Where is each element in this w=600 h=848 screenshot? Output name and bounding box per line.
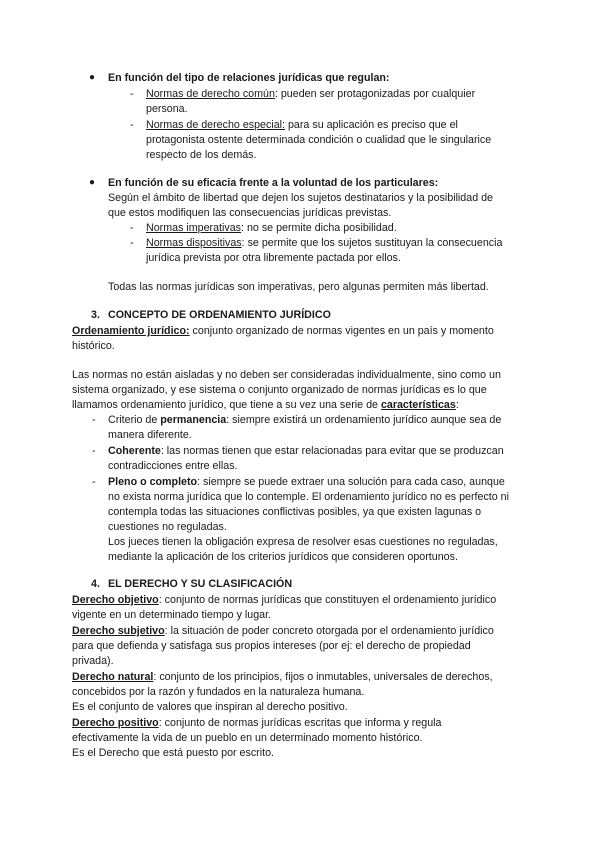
definition: : conjunto de los principios, fijos o inmutables, universales de derechos,	[153, 671, 493, 683]
term: Normas dispositivas	[146, 237, 242, 249]
text-line: vigente en un determinado tiempo y lugar.	[72, 609, 272, 621]
bullet-title: En función de su eficacia frente a la voluntad de los particulares:	[108, 177, 439, 189]
bullet-title: En función del tipo de relaciones jurídicas que regulan:	[108, 72, 390, 84]
text: llamamos ordenamiento jurídico, que tiene a su vez una serie de	[72, 399, 381, 411]
definition: : conjunto de normas jurídicas escritas que informa y regula	[158, 717, 442, 729]
definition-line	[72, 323, 494, 339]
text-line: sistema organizado, y ese sistema o conjunto organizado de normas jurídicas es lo que	[72, 384, 487, 396]
text-line: contradicciones entre ellas.	[108, 460, 238, 472]
definition-line	[72, 669, 493, 685]
bullet-icon: ●	[89, 177, 96, 188]
definition: : la situación de poder concreto otorgada por el ordenamiento jurídico	[164, 625, 494, 637]
term: Pleno o completo	[108, 476, 198, 488]
text-line: manera diferente.	[108, 429, 192, 441]
text-line: Según el ámbito de libertad que dejen los sujetos destinatarios y la posibilidad de	[108, 192, 494, 204]
list-item	[108, 443, 504, 459]
text-line: mediante la aplicación de los criterios jurídicos que consideren oportunos.	[108, 551, 458, 563]
dash-icon: -	[130, 88, 134, 100]
definition-line	[72, 592, 496, 608]
text: Criterio de	[108, 414, 161, 426]
term: características	[380, 399, 456, 411]
definition-line	[72, 715, 441, 731]
section-number: 3.	[91, 309, 100, 321]
text-line: histórico.	[72, 340, 115, 352]
term: Normas de derecho común	[146, 88, 275, 100]
text-line: Los jueces tienen la obligación expresa de resolver esas cuestiones no reguladas,	[108, 536, 498, 548]
bullet-icon: ●	[89, 72, 96, 83]
definition-line	[72, 623, 494, 639]
text-line: persona.	[146, 103, 188, 115]
text-line: Es el conjunto de valores que inspiran al derecho positivo.	[72, 701, 348, 713]
term: Derecho natural	[72, 671, 154, 683]
text: :	[455, 399, 459, 411]
term: Derecho positivo	[72, 717, 159, 729]
text-line: Es el Derecho que está puesto por escrito.	[72, 747, 274, 759]
dash-icon: -	[130, 119, 134, 131]
section-heading: CONCEPTO DE ORDENAMIENTO JURÍDICO	[108, 309, 331, 321]
definition: : se permite que los sujetos sustituyan la consecuencia	[241, 237, 503, 249]
term: Normas imperativas	[146, 222, 242, 234]
text-line: protagonista ostente determinada condición o cualidad que le singularice	[146, 134, 492, 146]
text-line: jurídica prevista por otra libremente pactada por ellos.	[146, 252, 401, 264]
term: Derecho objetivo	[72, 594, 159, 606]
closing-note: Todas las normas jurídicas son imperativas, pero algunas permiten más libertad.	[108, 281, 489, 293]
definition: : siempre existirá un ordenamiento jurídico aunque sea de	[226, 414, 502, 426]
dash-icon: -	[92, 414, 96, 426]
list-item	[146, 220, 397, 236]
term: Derecho subjetivo	[72, 625, 165, 637]
list-item	[146, 235, 502, 251]
dash-icon: -	[92, 445, 96, 457]
text-line: Las normas no están aisladas y no deben ser consideradas individualmente, sino como un	[72, 369, 501, 381]
text-line: que estos modifiquen las consecuencias jurídicas previstas.	[108, 207, 392, 219]
definition: : las normas tienen que estar relacionadas para evitar que se produzcan	[160, 445, 504, 457]
definition: para su aplicación es preciso que el	[285, 119, 458, 131]
section-number: 4.	[91, 578, 100, 590]
text-line: concebidos por la razón y fundados en la naturaleza humana.	[72, 686, 365, 698]
section-heading: EL DERECHO Y SU CLASIFICACIÓN	[108, 578, 293, 590]
text-line: respecto de los demás.	[146, 149, 257, 161]
dash-icon: -	[130, 222, 134, 234]
text-line: efectivamente la vida de un pueblo en un determinado momento histórico.	[72, 732, 423, 744]
term: Normas de derecho especial:	[146, 119, 286, 131]
text-line: para que defienda y satisfaga sus propios intereses (por ej: el derecho de propiedad	[72, 640, 471, 652]
text-line: no exista norma jurídica que lo contemple. El ordenamiento jurídico no es perfecto ni	[108, 491, 510, 503]
definition: : no se permite dicha posibilidad.	[241, 222, 397, 234]
definition: : pueden ser protagonizadas por cualquier	[274, 88, 476, 100]
list-item	[146, 117, 458, 133]
term: Coherente	[108, 445, 161, 457]
definition: conjunto organizado de normas vigentes en un país y momento	[189, 325, 494, 337]
text-line: privada).	[72, 655, 114, 667]
dash-icon: -	[92, 476, 96, 488]
definition: : conjunto de normas jurídicas que constituyen el ordenamiento jurídico	[158, 594, 497, 606]
dash-icon: -	[130, 237, 134, 249]
term: permanencia	[160, 414, 227, 426]
definition: : siempre se puede extraer una solución para cada caso, aunque	[197, 476, 505, 488]
list-item	[146, 86, 475, 102]
text-line: cuestiones no reguladas.	[108, 521, 227, 533]
text-line	[72, 397, 459, 413]
text-line: contempla todas las situaciones conflictivas posibles, ya que existen lagunas o	[108, 506, 482, 518]
list-item	[108, 474, 505, 490]
term: Ordenamiento jurídico:	[72, 325, 190, 337]
list-item	[108, 412, 501, 428]
